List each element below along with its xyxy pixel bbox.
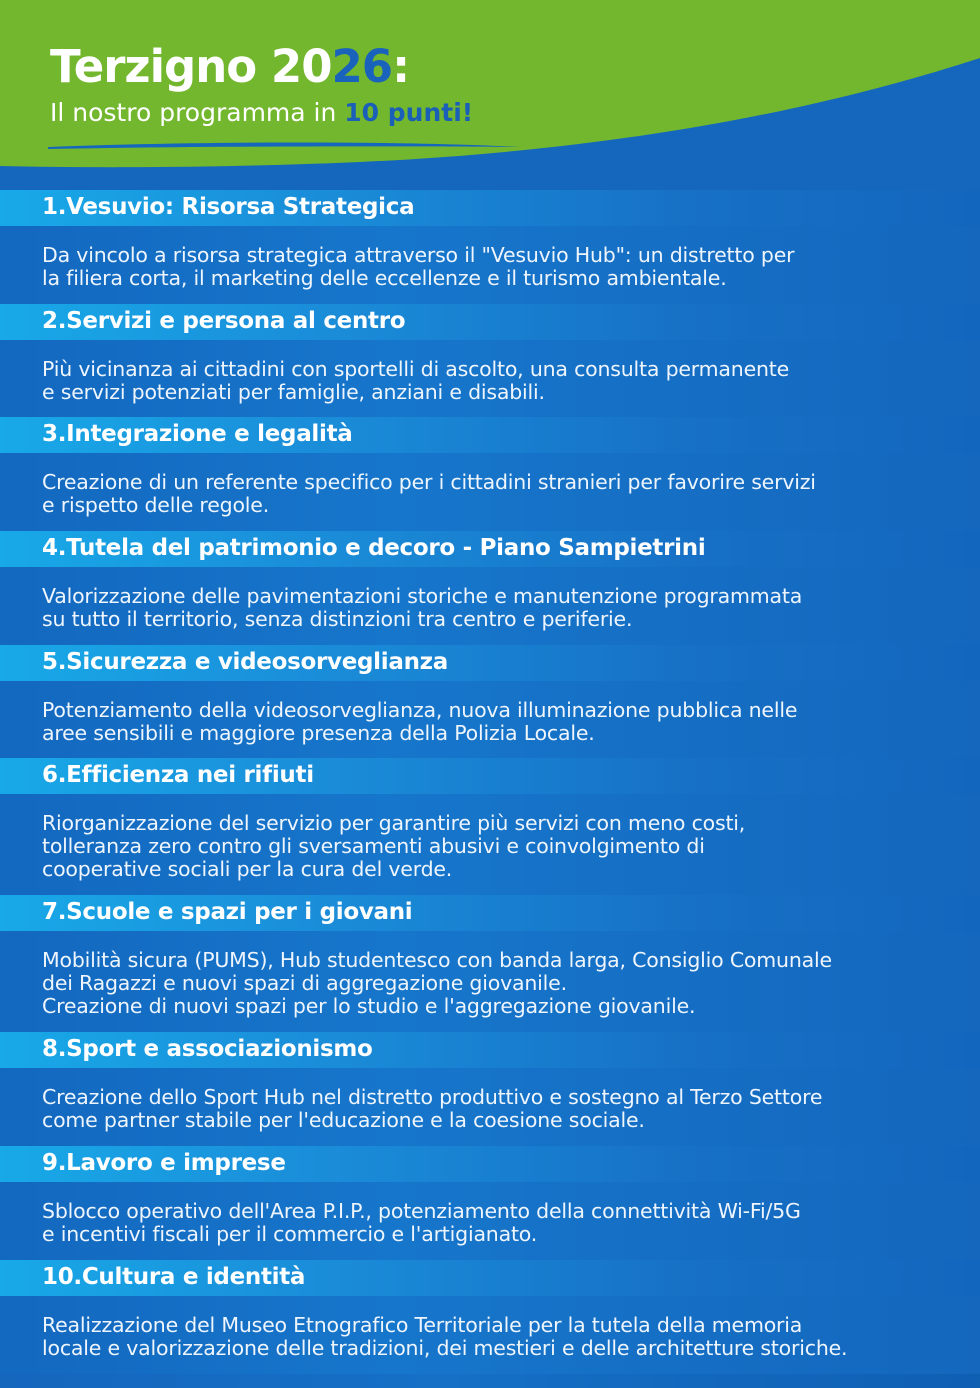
description-line: locale e valorizzazione delle tradizioni, dei mestieri e delle architetture storiche. [42,1335,848,1360]
program-point-body [0,226,980,304]
program-point-description [42,1200,967,1246]
program-point [0,1260,980,1374]
description-line: Potenziamento della videosorveglianza, nuova illuminazione pubblica nelle [42,697,798,722]
program-point-header [0,1032,980,1068]
program-point-title: 9.Lavoro e imprese [42,1150,286,1177]
page-subtitle [50,98,473,127]
program-point-header [0,190,980,226]
description-line: e rispetto delle regole. [42,493,270,518]
program-point-body [0,453,980,531]
description-line: dei Ragazzi e nuovi spazi di aggregazione giovanile. [42,971,567,996]
description-line: Mobilità sicura (PUMS), Hub studentesco con banda larga, Consiglio Comunale [42,948,832,973]
program-point [0,531,980,645]
description-line: tolleranza zero contro gli sversamenti abusivi e coinvolgimento di [42,834,705,859]
program-point-body [0,1068,980,1146]
program-point-title: 4.Tutela del patrimonio e decoro - Piano Sampietrini [42,535,706,562]
program-point-title: 2.Servizi e persona al centro [42,307,406,334]
program-point [0,758,980,895]
program-point-header [0,417,980,453]
program-sections [0,190,980,1374]
program-point-title: 5.Sicurezza e videosorveglianza [42,648,448,675]
program-point-description [42,244,967,290]
title-suffix: : [392,40,410,93]
program-point-description [42,471,967,517]
description-line: Valorizzazione delle pavimentazioni storiche e manutenzione programmata [42,584,803,609]
subtitle-accent: 10 punti! [344,98,474,127]
description-line: Riorganizzazione del servizio per garantire più servizi con meno costi, [42,811,746,836]
program-point-description [42,585,967,631]
program-point-header [0,1260,980,1296]
description-line: Creazione di un referente specifico per i cittadini stranieri per favorire servizi [42,470,816,495]
program-point-description [42,358,967,404]
description-line: Realizzazione del Museo Etnografico Territoriale per la tutela della memoria [42,1312,803,1337]
description-line: su tutto il territorio, senza distinzioni tra centro e periferie. [42,607,633,632]
program-point-title: 7.Scuole e spazi per i giovani [42,899,413,926]
program-point-body [0,1296,980,1374]
program-point [0,304,980,418]
program-point-title: 3.Integrazione e legalità [42,421,353,448]
program-point-header [0,645,980,681]
description-line: Da vincolo a risorsa strategica attraverso il "Vesuvio Hub": un distretto per [42,243,795,267]
program-point-description [42,949,967,1018]
description-line: e servizi potenziati per famiglie, anziani e disabili. [42,379,545,404]
description-line: Creazione dello Sport Hub nel distretto produttivo e sostegno al Terzo Settore [42,1085,823,1110]
subtitle-prefix: Il nostro programma in [50,98,345,127]
program-point [0,190,980,304]
program-point-body [0,931,980,1032]
program-point-header [0,304,980,340]
program-point-description [42,1086,967,1132]
program-point-header [0,1146,980,1182]
program-point-header [0,895,980,931]
program-point [0,1146,980,1260]
program-point-body [0,681,980,759]
program-point [0,645,980,759]
program-point [0,895,980,1032]
program-point-body [0,794,980,895]
description-line: aree sensibili e maggiore presenza della Polizia Locale. [42,720,595,745]
description-line: cooperative sociali per la cura del verde. [42,857,453,882]
program-point-title: 6.Efficienza nei rifiuti [42,762,314,789]
program-point-header [0,758,980,794]
program-point-body [0,340,980,418]
program-point-description [42,699,967,745]
description-line: come partner stabile per l'educazione e la coesione sociale. [42,1108,645,1133]
program-point-body [0,1182,980,1260]
description-line: Sblocco operativo dell'Area P.I.P., potenziamento della connettività Wi-Fi/5G [42,1199,801,1224]
description-line: Più vicinanza ai cittadini con sportelli di ascolto, una consulta permanente [42,356,790,381]
program-point-title: 1.Vesuvio: Risorsa Strategica [42,194,415,220]
program-point-title: 10.Cultura e identità [42,1263,306,1290]
program-point-description [42,812,967,881]
program-point-description [42,1314,967,1360]
program-point-header [0,531,980,567]
description-line: Creazione di nuovi spazi per lo studio e l'aggregazione giovanile. [42,994,696,1019]
description-line: la filiera corta, il marketing delle eccellenze e il turismo ambientale. [42,266,727,290]
program-point [0,417,980,531]
program-point-body [0,567,980,645]
description-line: e incentivi fiscali per il commercio e l'artigianato. [42,1222,538,1247]
program-point-title: 8.Sport e associazionismo [42,1036,373,1063]
title-year-accent: 26 [331,40,393,93]
program-point [0,1032,980,1146]
page-title [50,40,409,93]
title-prefix: Terzigno 20 [50,40,332,93]
